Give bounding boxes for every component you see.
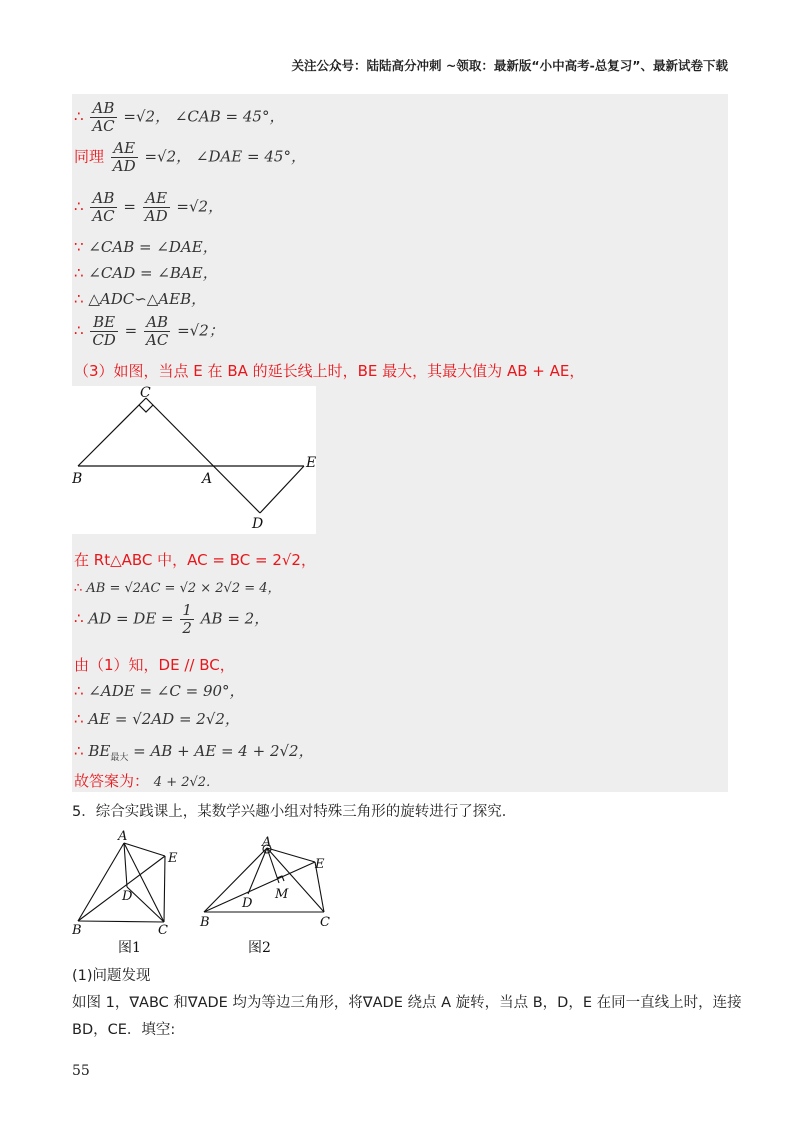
solution-line-1: ∴ $\frac{AB}{AC}$ =√2， ∠CAB = 45°， bbox=[74, 99, 285, 135]
part1-title: (1)问题发现 bbox=[72, 968, 151, 984]
solution-line-10: ∴ AB = √2AC = √2 × 2√2 = 4， bbox=[74, 581, 281, 596]
solution-line-11: ∴ AD = DE = $\frac{1}{2}$ AB = 2， bbox=[74, 601, 270, 637]
fraction-ae-ad: $\frac{AE}{AD}$ bbox=[112, 139, 136, 175]
fig1-label-B: B bbox=[72, 923, 82, 938]
triangle-figure bbox=[72, 386, 316, 534]
part1-text-line1: 如图 1，∇ABC 和∇ADE 均为等边三角形，将∇ADE 绕点 A 旋转，当点 B，D，E 在同一直线上时，连接 bbox=[72, 995, 742, 1011]
label-D: D bbox=[252, 516, 264, 532]
fig2-label-M: M bbox=[275, 887, 289, 902]
solution-line-3: ∴ $\frac{AB}{AC}$ = $\frac{AE}{AD}$ =√2， bbox=[74, 189, 224, 225]
solution-line-8: （3）如图，当点 E 在 BA 的延长线上时，BE 最大，其最大值为 AB + AE， bbox=[74, 362, 585, 380]
fig2-label-B: B bbox=[200, 915, 210, 930]
fig1-label-D: D bbox=[122, 889, 133, 904]
label-B: B bbox=[72, 471, 83, 487]
problem-figures bbox=[72, 826, 352, 958]
page-header: 关注公众号：陆陆高分冲刺 ~领取：最新版“小中高考-总复习”、最新试卷下载 bbox=[291, 58, 728, 73]
fig1-label-C: C bbox=[158, 923, 168, 938]
solution-line-9: 在 Rt△ABC 中，AC = BC = 2√2， bbox=[74, 551, 316, 569]
part1-text-line2: BD，CE．填空: bbox=[72, 1022, 176, 1038]
solution-line-5: ∴ ∠CAD = ∠BAE， bbox=[74, 264, 218, 282]
solution-line-16: 故答案为： 4 + 2√2． bbox=[74, 772, 220, 790]
fig2-label-D: D bbox=[242, 896, 253, 911]
solution-line-4: ∵ ∠CAB = ∠DAE， bbox=[74, 238, 218, 256]
label-C: C bbox=[140, 386, 151, 401]
fig2-label-C: C bbox=[320, 915, 330, 930]
solution-line-6: ∴ △ADC∽△AEB， bbox=[74, 290, 207, 308]
fig1-label-E: E bbox=[168, 851, 178, 866]
fraction-ab-ac: $\frac{AB}{AC}$ bbox=[92, 99, 115, 135]
figures-1-2 bbox=[72, 826, 352, 958]
solution-line-12: 由（1）知，DE // BC， bbox=[74, 656, 235, 674]
solution-line-13: ∴ ∠ADE = ∠C = 90°， bbox=[74, 682, 245, 700]
fig1-caption: 图1 bbox=[118, 940, 141, 956]
fig1-label-A: A bbox=[118, 829, 128, 844]
figure-part3 bbox=[72, 386, 316, 534]
label-A: A bbox=[202, 471, 213, 487]
fig2-label-A: A bbox=[262, 835, 272, 850]
solution-box bbox=[72, 94, 728, 792]
solution-line-14: ∴ AE = √2AD = 2√2， bbox=[74, 710, 240, 728]
solution-line-15: ∴ $BE_{最大}$ = AB + AE = 4 + 2√2， bbox=[74, 742, 314, 763]
solution-line-7: ∴ $\frac{BE}{CD}$ = $\frac{AB}{AC}$ =√2； bbox=[74, 313, 224, 349]
label-E: E bbox=[306, 455, 316, 471]
page-number: 55 bbox=[72, 1063, 90, 1079]
fig2-label-E: E bbox=[315, 857, 325, 872]
solution-line-2: 同理 $\frac{AE}{AD}$ =√2， ∠DAE = 45°， bbox=[74, 139, 306, 175]
problem-statement: 5．综合实践课上，某数学兴趣小组对特殊三角形的旋转进行了探究． bbox=[72, 804, 517, 820]
fig2-caption: 图2 bbox=[248, 940, 271, 956]
